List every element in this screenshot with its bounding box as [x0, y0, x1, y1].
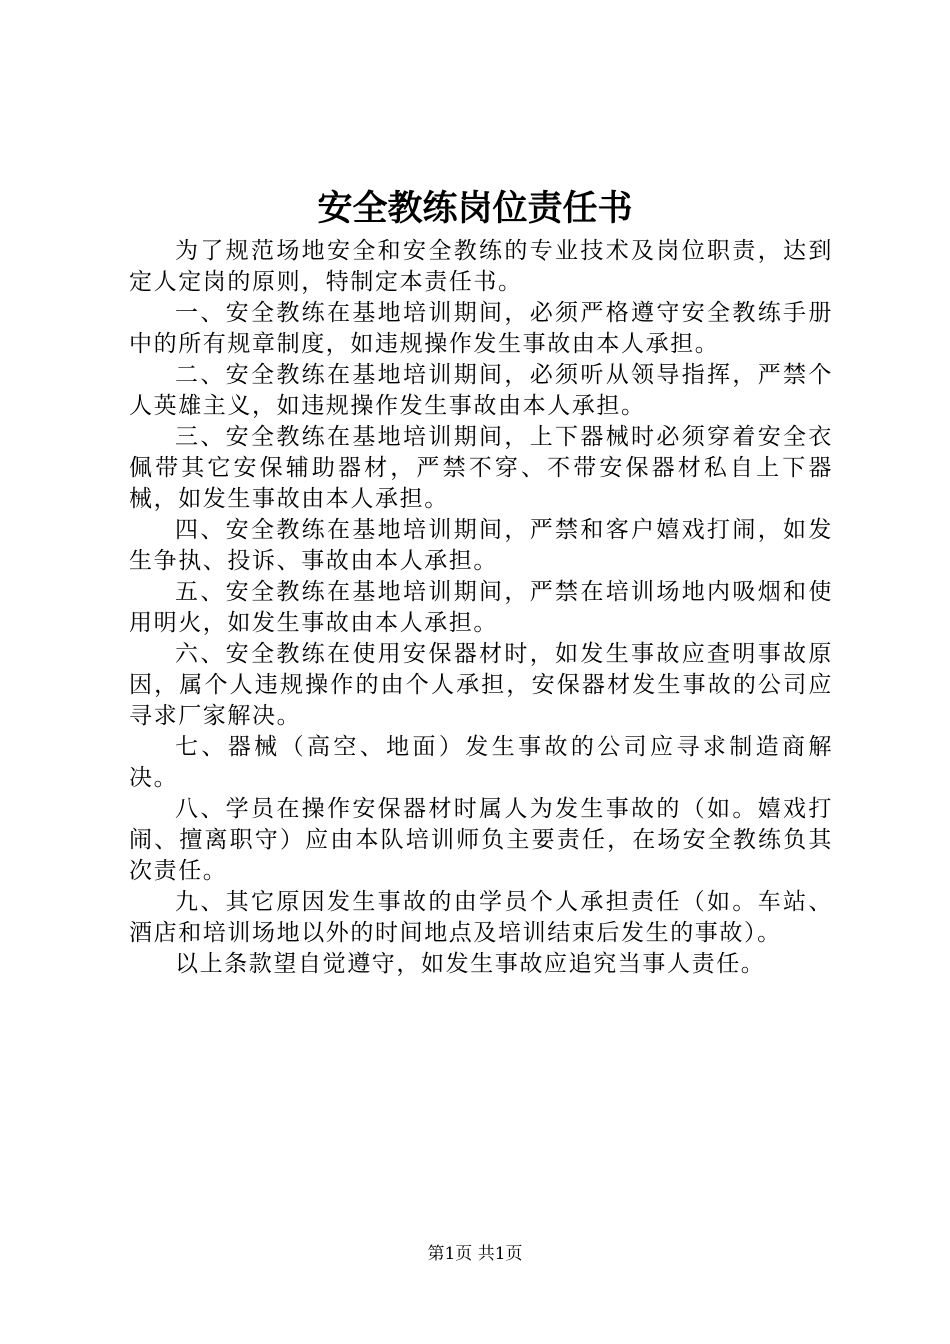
- paragraph-clause-4: 四、安全教练在基地培训期间，严禁和客户嬉戏打闹，如发生争执、投诉、事故由本人承担。: [129, 517, 833, 574]
- paragraph-intro: 为了规范场地安全和安全教练的专业技术及岗位职责，达到定人定岗的原则，特制定本责任书。: [129, 238, 833, 295]
- paragraph-clause-2: 二、安全教练在基地培训期间，必须听从领导指挥，严禁个人英雄主义，如违规操作发生事故由本人承担。: [129, 362, 833, 419]
- paragraph-clause-9: 九、其它原因发生事故的由学员个人承担责任（如。车站、酒店和培训场地以外的时间地点及培训结束后发生的事故）。: [129, 889, 833, 946]
- paragraph-clause-7: 七、器械（高空、地面）发生事故的公司应寻求制造商解决。: [129, 734, 833, 791]
- paragraph-clause-5: 五、安全教练在基地培训期间，严禁在培训场地内吸烟和使用明火，如发生事故由本人承担。: [129, 579, 833, 636]
- paragraph-closing: 以上条款望自觉遵守，如发生事故应追究当事人责任。: [175, 951, 766, 977]
- paragraph-clause-1: 一、安全教练在基地培训期间，必须严格遵守安全教练手册中的所有规章制度，如违规操作发生事故由本人承担。: [129, 300, 833, 357]
- paragraph-clause-3: 三、安全教练在基地培训期间，上下器械时必须穿着安全衣佩带其它安保辅助器材，严禁不穿、不带安保器材私自上下器械，如发生事故由本人承担。: [129, 424, 833, 512]
- document-title: 安全教练岗位责任书: [317, 188, 633, 229]
- page-footer: 第1页 共1页: [427, 1244, 523, 1264]
- document-body: [129, 236, 833, 980]
- paragraph-clause-8: 八、学员在操作安保器材时属人为发生事故的（如。嬉戏打闹、擅离职守）应由本队培训师负主要责任，在场安全教练负其次责任。: [129, 796, 833, 884]
- paragraph-clause-6: 六、安全教练在使用安保器材时，如发生事故应查明事故原因，属个人违规操作的由个人承担，安保器材发生事故的公司应寻求厂家解决。: [129, 641, 833, 729]
